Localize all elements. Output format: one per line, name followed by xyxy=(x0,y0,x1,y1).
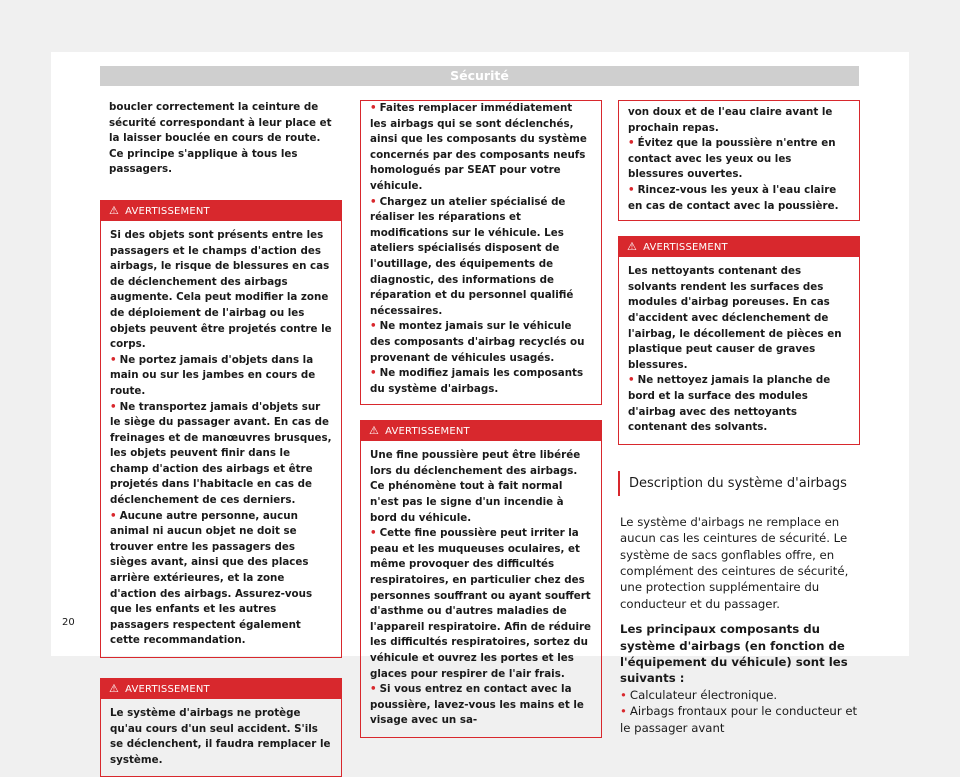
list-item: • Airbags frontaux pour le conducteur et le passager avant xyxy=(620,704,858,735)
bullet-icon: • xyxy=(370,367,377,380)
warning-bullet: • Chargez un atelier spécialisé de réaliser les réparations et modifications sur le véhicule. Les ateliers spécialisés disposent de l'outillage, des équipements de diagnostic, des informations de réparation et du personnel qualifié nécessaires. xyxy=(370,195,574,317)
warning-bullet: • Ne modifiez jamais les composants du système d'airbags. xyxy=(370,367,584,395)
warning-body xyxy=(619,257,859,444)
paragraph: Le système d'airbags ne remplace en aucun cas les ceintures de sécurité. Le système de sacs gonflables offre, en complément des ceintures de sécurité, une protection supplémentaire du conducteur et du passager. xyxy=(620,514,849,611)
warning-triangle-icon: ⚠ xyxy=(109,682,120,695)
warning-body xyxy=(101,699,341,776)
warning-box-2 xyxy=(100,678,342,777)
warning-body xyxy=(361,441,601,737)
section-title: Description du système d'airbags xyxy=(618,471,860,496)
warning-bullet: • Ne montez jamais sur le véhicule des composants d'airbag recyclés ou provenant de véhicules usagés. xyxy=(370,320,585,364)
bullet-icon: • xyxy=(370,320,377,333)
bullet-icon: • xyxy=(370,683,377,696)
page-number: 20 xyxy=(62,617,75,628)
warning-label: AVERTISSEMENT xyxy=(125,684,210,695)
warning-box-4 xyxy=(618,236,860,445)
continued-warning-box xyxy=(360,100,602,405)
bullet-icon: • xyxy=(628,137,635,150)
continued-warning-box xyxy=(618,100,860,221)
warning-triangle-icon: ⚠ xyxy=(627,240,638,254)
column-1 xyxy=(100,100,342,777)
warning-bullet: • Aucune autre personne, aucun animal ni aucun objet ne doit se trouver entre les passagers des sièges avant, ainsi que des places arrière extérieures, et la zone d'action des airbags. Assurez-vous que les enfants et les autres passagers respectent également cette recommandation. xyxy=(110,509,313,647)
bullet-icon: • xyxy=(370,527,377,540)
bullet-icon: • xyxy=(110,353,117,366)
section-body xyxy=(618,514,860,736)
bullet-icon: • xyxy=(620,687,627,702)
warning-bullet: • Ne portez jamais d'objets dans la main ou sur les jambes en cours de route. xyxy=(110,353,316,397)
warning-bullet: • Évitez que la poussière n'entre en contact avec les yeux ou les blessures ouvertes. xyxy=(628,137,836,181)
warning-header xyxy=(101,679,341,699)
warning-triangle-icon: ⚠ xyxy=(369,424,380,438)
warning-text: Le système d'airbags ne protège qu'au cours d'un seul accident. S'ils se déclenchent, il faudra remplacer le système. xyxy=(110,707,331,766)
bullet-icon: • xyxy=(110,400,117,413)
warning-bullet: • Faites remplacer immédiatement les airbags qui se sont déclenchés, ainsi que les composants du système concernés par des composants neufs homologués par SEAT pour votre véhicule. xyxy=(370,102,587,192)
warning-box-3 xyxy=(360,420,602,738)
warning-body xyxy=(101,221,341,657)
paragraph-bold: Les principaux composants du système d'airbags (en fonction de l'équipement du véhicule) sont les suivants : xyxy=(620,622,848,686)
warning-text: Une fine poussière peut être libérée lors du déclenchement des airbags. Ce phénomène tout à fait normal n'est pas le signe d'un incendie à bord du véhicule. xyxy=(370,449,581,524)
warning-label: AVERTISSEMENT xyxy=(643,242,728,254)
bullet-icon: • xyxy=(628,374,635,387)
warning-bullet: • Ne transportez jamais d'objets sur le siège du passager avant. En cas de freinages et de manœuvres brusques, les objets peuvent finir dans le champ d'action des airbags et être projetés dans l'habitacle en cas de déclenchement de ces derniers. xyxy=(110,400,332,507)
intro-text: boucler correctement la ceinture de sécurité correspondant à leur place et la laisser bouclée en cours de route. Ce principe s'applique à tous les passagers. xyxy=(109,101,332,176)
column-2 xyxy=(360,100,602,738)
bullet-icon: • xyxy=(370,102,377,114)
warning-box-1 xyxy=(100,200,342,658)
bullet-icon: • xyxy=(370,195,377,208)
warning-text: von doux et de l'eau claire avant le prochain repas. xyxy=(628,106,833,134)
warning-header xyxy=(619,237,859,257)
warning-bullet: • Cette fine poussière peut irriter la peau et les muqueuses oculaires, et même provoquer des difficultés respiratoires, en particulier chez des personnes souffrant ou ayant souffert d'asthme ou d'autres maladies de l'appareil respiratoire. Afin de réduire les difficultés respiratoires, sortez du véhicule et ouvrez les portes et les glaces pour respirer de l'air frais. xyxy=(370,527,592,680)
warning-header xyxy=(361,421,601,441)
list-item: • Calculateur électronique. xyxy=(620,687,778,702)
warning-label: AVERTISSEMENT xyxy=(385,426,470,438)
warning-text: Si des objets sont présents entre les passagers et le champs d'action des airbags, le risque de blessures en cas de déclenchement des airbags augmente. Cela peut modifier la zone de déploiement de l'airbag ou les objets peuvent être projetés contre le corps. xyxy=(110,228,332,351)
page-header: Sécurité xyxy=(100,66,859,86)
bullet-icon: • xyxy=(110,509,117,522)
warning-header xyxy=(101,201,341,221)
warning-bullet: • Rincez-vous les yeux à l'eau claire en cas de contact avec la poussière. xyxy=(628,183,839,212)
warning-bullet: • Ne nettoyez jamais la planche de bord et la surface des modules d'airbag avec des nettoyants contenant des solvants. xyxy=(628,374,831,434)
warning-bullet: • Si vous entrez en contact avec la poussière, lavez-vous les mains et le visage avec un sa- xyxy=(370,683,584,727)
warning-label: AVERTISSEMENT xyxy=(125,205,210,217)
bullet-icon: • xyxy=(628,183,635,196)
bullet-icon: • xyxy=(620,704,627,719)
warning-text: Les nettoyants contenant des solvants rendent les surfaces des modules d'airbag poreuses. En cas d'accident avec déclenchement de l'airbag, le décollement de pièces en plastique peut causer de graves blessures. xyxy=(628,265,842,371)
warning-triangle-icon: ⚠ xyxy=(109,203,120,217)
column-3 xyxy=(618,100,860,736)
